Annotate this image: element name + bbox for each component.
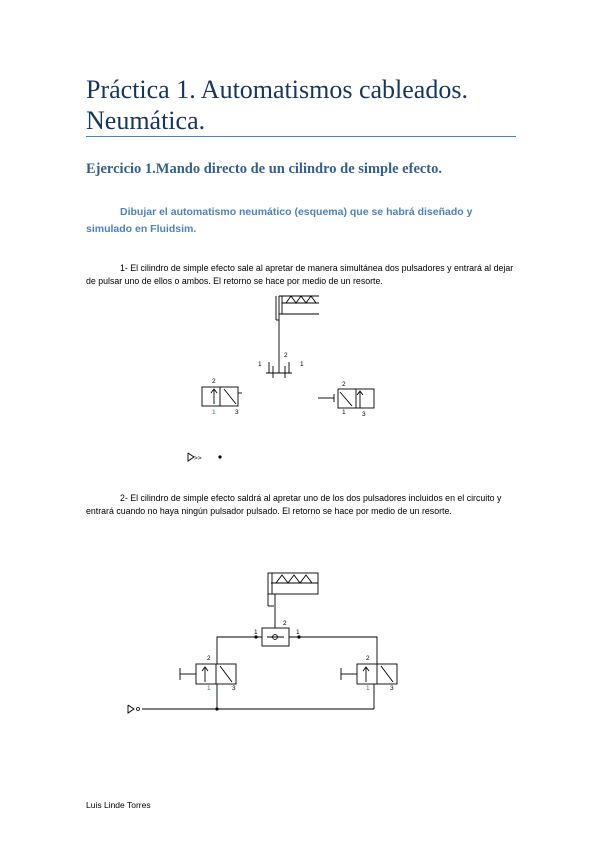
svg-text:1: 1 [296,629,300,636]
svg-text:3: 3 [362,411,366,418]
svg-text:1: 1 [366,685,370,692]
svg-text:1: 1 [212,409,216,416]
cylinder-2 [268,573,318,606]
svg-text:1: 1 [342,409,346,416]
svg-text:1: 1 [258,361,262,368]
exercise-heading: Ejercicio 1.Mando directo de un cilindro de simple efecto. [86,161,443,177]
svg-text:1: 1 [207,685,211,692]
author-footer: Luis Linde Torres [86,800,151,810]
exercise-instruction-text: Dibujar el automatismo neumático (esquema) que se habrá diseñado y simulado en Fluidsim. [86,206,473,235]
svg-text:>>: >> [194,455,202,462]
statement-1-text: 1- El cilindro de simple efecto sale al apretar de manera simultánea dos pulsadores y entrará al dejar de pulsar uno de ellos o ambos. El retorno se hace por medio de un resorte. [86,263,514,286]
svg-text:2: 2 [283,620,287,627]
svg-text:3: 3 [235,409,239,416]
svg-text:2: 2 [366,655,370,662]
or-valve [262,628,289,646]
svg-text:2: 2 [342,381,346,388]
svg-text:3: 3 [390,685,394,692]
svg-text:1: 1 [254,629,258,636]
statement-2-text: 2- El cilindro de simple efecto saldrá al apretar uno de los dos pulsadores incluidos en el circuito y entrará cuando no haya ningún pulsador pulsado. El retorno se hace por medio de un resorte. [86,493,502,516]
svg-text:2: 2 [207,655,211,662]
left-pushbutton-valve-2 [180,664,236,684]
svg-text:1: 1 [300,361,304,368]
svg-text:3: 3 [232,685,236,692]
svg-text:2: 2 [212,378,216,385]
air-source-2 [128,705,134,713]
page-title: Práctica 1. Automatismos cableados. Neumática. [86,75,468,135]
svg-text:2: 2 [284,352,288,359]
right-pushbutton-valve-2 [341,664,397,684]
